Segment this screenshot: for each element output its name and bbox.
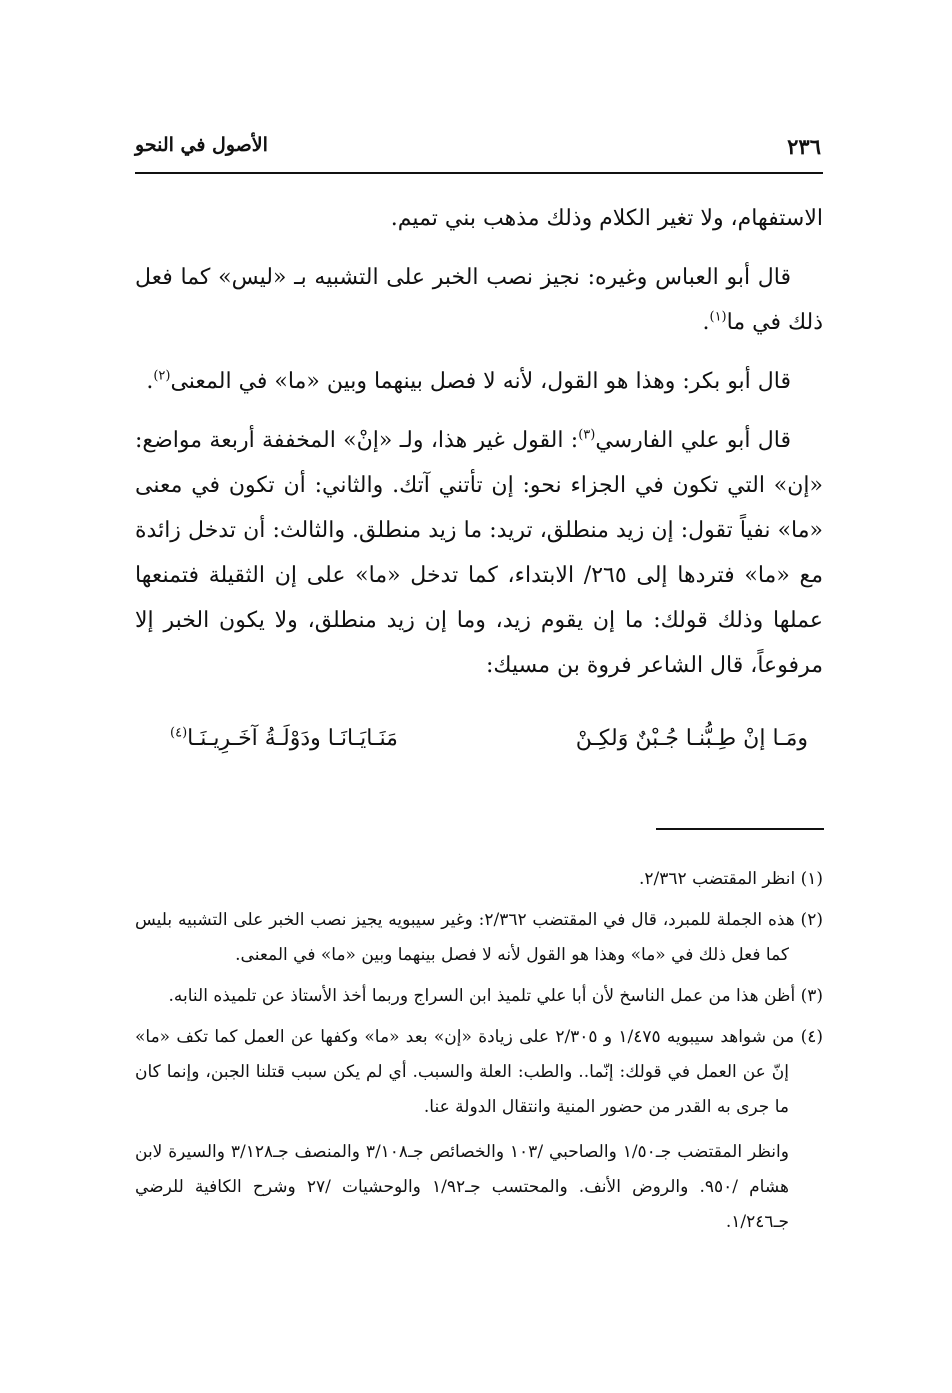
verse-second-text: مَنَـايَـانَـا ودَوْلَـةُ آخَـرِيـنَـا [187,726,398,751]
verse-second-hemistich [170,716,398,761]
paragraph-4-rest: : القول غير هذا، ولـ «إنْ» المخففة أربعة مواضع: «إن» التي تكون في الجزاء نحو: إن تأتني آتك. والثاني: أن تكون في معنى «ما» نفياً تقول: إن زيد منطلق، تريد: ما زيد منطلق. والثالث: أن تدخل زائدة مع «ما» فتردها إلى ٢٦٥/ الابتداء، كما تدخل «ما» على إن الثقيلة فتمنعها عملها وذلك قولك: ما إن يقوم زيد، وما إن زيد منطلق، ولا يكون الخبر إلا مرفوعاً، قال الشاعر فروة بن مسيك: [135,428,823,678]
paragraph-4-start: قال أبو علي الفارسي [595,428,791,453]
verse-first-hemistich: ومَـا إنْ طِـبُّنـا جُـبْنٌ وَلكِـنْ [575,726,808,751]
footnote-ref-2: (٢) [153,368,171,384]
paragraph-2-end: . [702,310,710,335]
page-number: ٢٣٦ [787,134,821,159]
footnote-ref-1: (١) [709,309,727,325]
book-title: الأصول في النحو [135,134,268,156]
footnote-separator [656,828,824,830]
paragraph-3-text: قال أبو بكر: وهذا هو القول، لأنه لا فصل بينهما وبين «ما» في المعنى [170,369,791,394]
poetry-verse [160,716,820,766]
footnotes [135,862,823,1240]
paragraph-3 [135,359,823,404]
paragraph-1-text: الاستفهام، ولا تغير الكلام وذلك مذهب بني تميم. [390,206,823,231]
footnote-ref-4: (٤) [170,725,188,741]
main-text [135,196,823,702]
footnote-3: (٣) أظن هذا من عمل الناسخ لأن أبا علي تلميذ ابن السراج وربما أخذ الأستاذ عن تلميذه النابه. [168,986,823,1006]
paragraph-2 [135,255,823,345]
footnote-4: (٤) من شواهد سيبويه ١/٤٧٥ و ٢/٣٠٥ على زيادة «إن» بعد «ما» وكفها عن العمل كما تكف «ما» إنّ عن العمل في قولك: إنّما.. والطب: العلة والسبب. أي لم يكن سبب قتلنا الجبن، وإنما كان ما جرى به القدر من حضور المنية وانتقال الدولة عنا. [135,1027,823,1117]
footnote-2: (٢) هذه الجملة للمبرد، قال في المقتضب ٢/٣٦٢: وغير سيبويه يجيز نصب الخبر على التشبيه بليس كما فعل ذلك في «ما» وهذا هو القول لأنه لا فصل بينهما وبين «ما» في المعنى. [135,910,823,965]
paragraph-2-text: قال أبو العباس وغيره: نجيز نصب الخبر على التشبيه بـ «ليس» كما فعل ذلك في ما [135,265,823,335]
page-header [135,128,823,168]
paragraph-1 [135,196,823,241]
footnote-ref-3: (٣) [578,427,596,443]
header-rule [135,172,823,174]
paragraph-4 [135,418,823,688]
paragraph-3-end: . [146,369,154,394]
footnote-1: (١) انظر المقتضب ٢/٣٦٢. [639,869,823,889]
footnote-4-references: وانظر المقتضب جـ١/٥٠ والصاحبي /١٠٣ والخصائص جـ٣/١٠٨ والمنصف جـ٣/١٢٨ والسيرة لابن هشام /٩٥٠. والروض الأنف. والمحتسب جـ١/٩٢ والوحشيات /٢٧ وشرح الكافية للرضي جـ١/٢٤٦. [135,1142,789,1232]
